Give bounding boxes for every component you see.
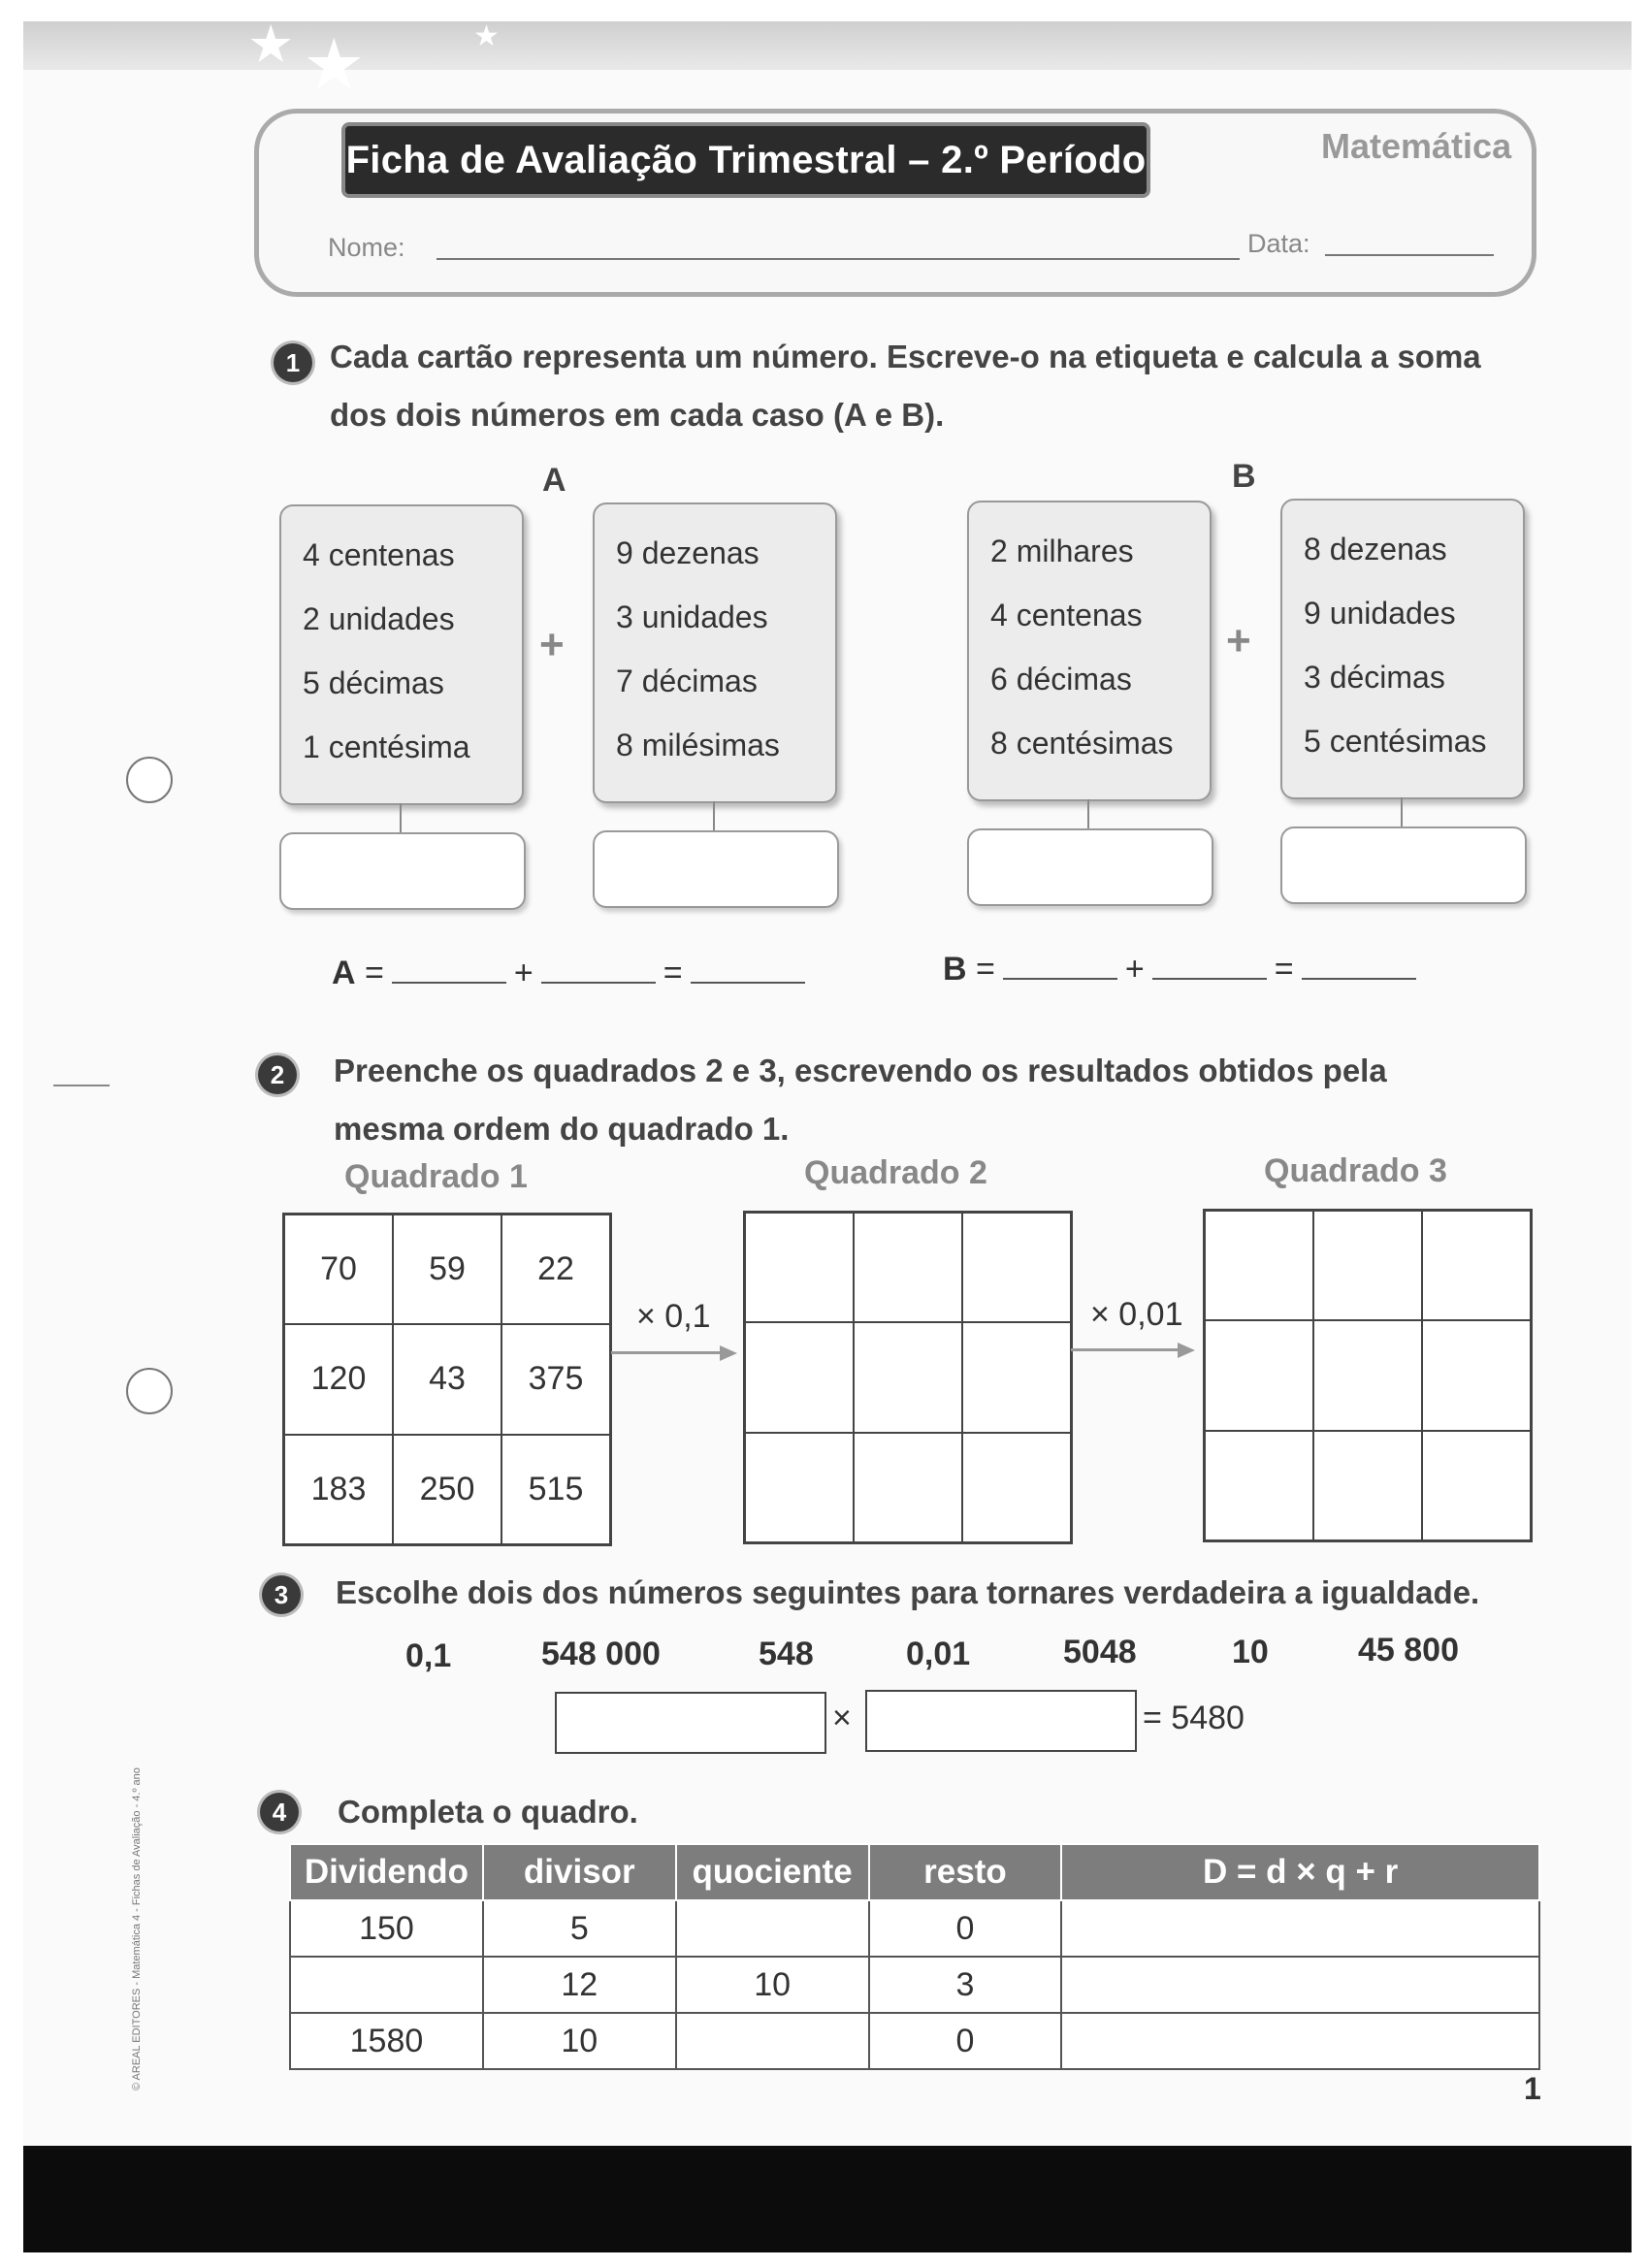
grid-cell-input[interactable] — [854, 1322, 962, 1432]
number-card-b2 — [1280, 499, 1525, 799]
answer-tag-b2[interactable] — [1280, 826, 1527, 904]
grid-cell-input[interactable] — [1205, 1431, 1313, 1540]
column-header: D = d × q + r — [1061, 1844, 1539, 1900]
number-card-a2 — [593, 502, 837, 803]
division-table — [289, 1843, 1540, 2070]
number-option: 548 — [759, 1636, 814, 1672]
grid-cell-input[interactable] — [1205, 1211, 1313, 1320]
question-3-text: Escolhe dois dos números seguintes para tornares verdadeira a igualdade. — [336, 1574, 1480, 1610]
grid-cell: 22 — [501, 1215, 610, 1324]
card-item: 2 milhares — [990, 534, 1134, 568]
table-header-row — [290, 1844, 1539, 1900]
grid-cell: 183 — [284, 1435, 393, 1544]
grid-cell-input[interactable] — [854, 1213, 962, 1322]
square-2-grid — [743, 1211, 1073, 1544]
question-number-4: 4 — [260, 1793, 299, 1831]
table-cell: 0 — [869, 2013, 1062, 2069]
question-1-line-1: Cada cartão representa um número. Escreve-o na etiqueta e calcula a soma — [330, 339, 1481, 374]
table-cell: 3 — [869, 1957, 1062, 2013]
binder-hole — [126, 757, 173, 803]
grid-cell: 120 — [284, 1324, 393, 1434]
section-a-label: A — [542, 462, 566, 499]
number-card-a1 — [279, 504, 524, 805]
column-header: resto — [869, 1844, 1062, 1900]
column-header: divisor — [483, 1844, 676, 1900]
subject-label: Matemática — [1321, 126, 1512, 166]
number-option: 5048 — [1063, 1634, 1137, 1670]
name-field[interactable] — [436, 258, 1240, 260]
grid-cell-input[interactable] — [1422, 1320, 1531, 1430]
grid-cell-input[interactable] — [1313, 1211, 1422, 1320]
card-item: 6 décimas — [990, 662, 1132, 697]
grid-cell-input[interactable] — [854, 1433, 962, 1542]
plus-sign: + — [1226, 617, 1251, 664]
equals-sign: = — [976, 951, 995, 988]
grid-cell: 43 — [393, 1324, 501, 1434]
card-item: 9 unidades — [1304, 596, 1456, 631]
table-cell-input[interactable] — [1061, 1900, 1539, 1957]
column-header: Dividendo — [290, 1844, 483, 1900]
card-item: 5 centésimas — [1304, 724, 1487, 759]
table-cell-input[interactable] — [1061, 2013, 1539, 2069]
grid-cell-input[interactable] — [1422, 1431, 1531, 1540]
question-number-2: 2 — [258, 1055, 297, 1094]
equation-label: A — [332, 955, 356, 991]
square-3-grid — [1203, 1209, 1533, 1542]
plus-sign: + — [1124, 951, 1145, 988]
question-1-text — [330, 328, 1481, 444]
factor-input-1[interactable] — [555, 1692, 826, 1754]
binder-hole — [126, 1368, 173, 1414]
arrow-head-icon — [1178, 1343, 1195, 1358]
table-cell-input[interactable] — [676, 1900, 869, 1957]
grid-cell: 515 — [501, 1435, 610, 1544]
grid-cell-input[interactable] — [1205, 1320, 1313, 1430]
grid-cell-input[interactable] — [1313, 1320, 1422, 1430]
square-3-label: Quadrado 3 — [1264, 1152, 1447, 1189]
answer-blank[interactable] — [1152, 970, 1267, 980]
square-1-grid — [282, 1213, 612, 1546]
question-1-line-2: dos dois números em cada caso (A e B). — [330, 397, 945, 433]
star-icon: ★ — [473, 19, 500, 53]
number-option: 0,01 — [906, 1636, 971, 1672]
table-row — [290, 1957, 1539, 2013]
question-number-1: 1 — [274, 343, 312, 382]
equals-sign: = — [663, 955, 683, 991]
tag-connector — [400, 803, 402, 834]
square-2-label: Quadrado 2 — [804, 1154, 987, 1191]
table-cell: 12 — [483, 1957, 676, 2013]
section-b-label: B — [1232, 458, 1256, 495]
table-cell: 0 — [869, 1900, 1062, 1957]
card-item: 5 décimas — [303, 665, 444, 700]
card-item: 4 centenas — [303, 537, 455, 572]
number-option: 45 800 — [1358, 1632, 1459, 1669]
answer-blank[interactable] — [1003, 970, 1117, 980]
answer-blank[interactable] — [691, 974, 805, 984]
table-cell-input[interactable] — [1061, 1957, 1539, 2013]
grid-cell-input[interactable] — [1422, 1211, 1531, 1320]
table-cell: 5 — [483, 1900, 676, 1957]
equals-sign: = — [365, 955, 384, 991]
answer-tag-a1[interactable] — [279, 832, 526, 910]
equation-label: B — [943, 951, 967, 988]
answer-tag-b1[interactable] — [967, 828, 1213, 906]
tag-connector — [1401, 797, 1403, 828]
arrow-head-icon — [720, 1345, 737, 1361]
grid-cell: 59 — [393, 1215, 501, 1324]
question-number-3: 3 — [262, 1575, 301, 1614]
date-field[interactable] — [1325, 254, 1494, 256]
grid-cell-input[interactable] — [962, 1433, 1071, 1542]
column-header: quociente — [676, 1844, 869, 1900]
question-2-line-1: Preenche os quadrados 2 e 3, escrevendo os resultados obtidos pela — [334, 1053, 1387, 1088]
grid-cell-input[interactable] — [745, 1213, 854, 1322]
sum-equation-b — [943, 951, 1424, 988]
table-cell-input[interactable] — [290, 1957, 483, 2013]
card-item: 8 dezenas — [1304, 532, 1447, 567]
card-item: 9 dezenas — [616, 535, 760, 570]
grid-cell-input[interactable] — [1313, 1431, 1422, 1540]
answer-blank[interactable] — [541, 974, 656, 984]
equation-result: = 5480 — [1143, 1700, 1245, 1736]
grid-cell-input[interactable] — [962, 1322, 1071, 1432]
fold-mark — [53, 1085, 110, 1086]
card-item: 7 décimas — [616, 664, 758, 698]
plus-sign: + — [539, 621, 565, 668]
answer-tag-a2[interactable] — [593, 830, 839, 908]
square-1-label: Quadrado 1 — [344, 1158, 528, 1195]
card-item: 2 unidades — [303, 601, 455, 636]
table-cell: 10 — [676, 1957, 869, 2013]
bottom-scan-band — [23, 2146, 1632, 2252]
multiply-operator-1: × 0,1 — [636, 1298, 711, 1335]
arrow-1 — [611, 1351, 722, 1354]
name-label: Nome: — [328, 233, 405, 262]
grid-cell-input[interactable] — [745, 1322, 854, 1432]
star-icon: ★ — [303, 23, 366, 105]
number-card-b1 — [967, 501, 1212, 801]
sum-equation-a — [332, 955, 813, 992]
tag-connector — [713, 801, 715, 832]
tag-connector — [1087, 799, 1089, 830]
question-2-line-2: mesma ordem do quadrado 1. — [334, 1111, 790, 1147]
grid-cell: 375 — [501, 1324, 610, 1434]
card-item: 3 unidades — [616, 599, 768, 634]
table-cell: 1580 — [290, 2013, 483, 2069]
table-cell: 150 — [290, 1900, 483, 1957]
question-2-text — [334, 1042, 1387, 1158]
number-option: 0,1 — [405, 1637, 452, 1674]
card-item: 8 milésimas — [616, 728, 780, 762]
grid-cell-input[interactable] — [962, 1213, 1071, 1322]
answer-blank[interactable] — [392, 974, 506, 984]
equals-sign: = — [1274, 951, 1294, 988]
grid-cell-input[interactable] — [745, 1433, 854, 1542]
table-row — [290, 1900, 1539, 1957]
page-number: 1 — [1524, 2071, 1541, 2106]
table-row — [290, 2013, 1539, 2069]
date-label: Data: — [1247, 229, 1310, 258]
arrow-2 — [1071, 1348, 1180, 1351]
plus-sign: + — [513, 955, 534, 991]
grid-cell: 70 — [284, 1215, 393, 1324]
card-item: 3 décimas — [1304, 660, 1445, 695]
number-option: 548 000 — [541, 1636, 661, 1672]
answer-blank[interactable] — [1302, 970, 1416, 980]
star-icon: ★ — [247, 14, 295, 75]
card-item: 1 centésima — [303, 729, 470, 764]
copyright-note: © AREAL EDITORES - Matemática 4 - Fichas de Avaliação - 4.º ano — [131, 1767, 143, 2090]
table-cell: 10 — [483, 2013, 676, 2069]
times-sign: × — [832, 1700, 852, 1736]
question-4-text: Completa o quadro. — [338, 1794, 638, 1830]
card-item: 4 centenas — [990, 598, 1143, 632]
table-cell-input[interactable] — [676, 2013, 869, 2069]
grid-cell: 250 — [393, 1435, 501, 1544]
card-item: 8 centésimas — [990, 726, 1174, 761]
factor-input-2[interactable] — [865, 1690, 1137, 1752]
number-option: 10 — [1232, 1634, 1269, 1670]
worksheet-title: Ficha de Avaliação Trimestral – 2.º Período — [341, 122, 1150, 198]
multiply-operator-2: × 0,01 — [1090, 1296, 1183, 1333]
